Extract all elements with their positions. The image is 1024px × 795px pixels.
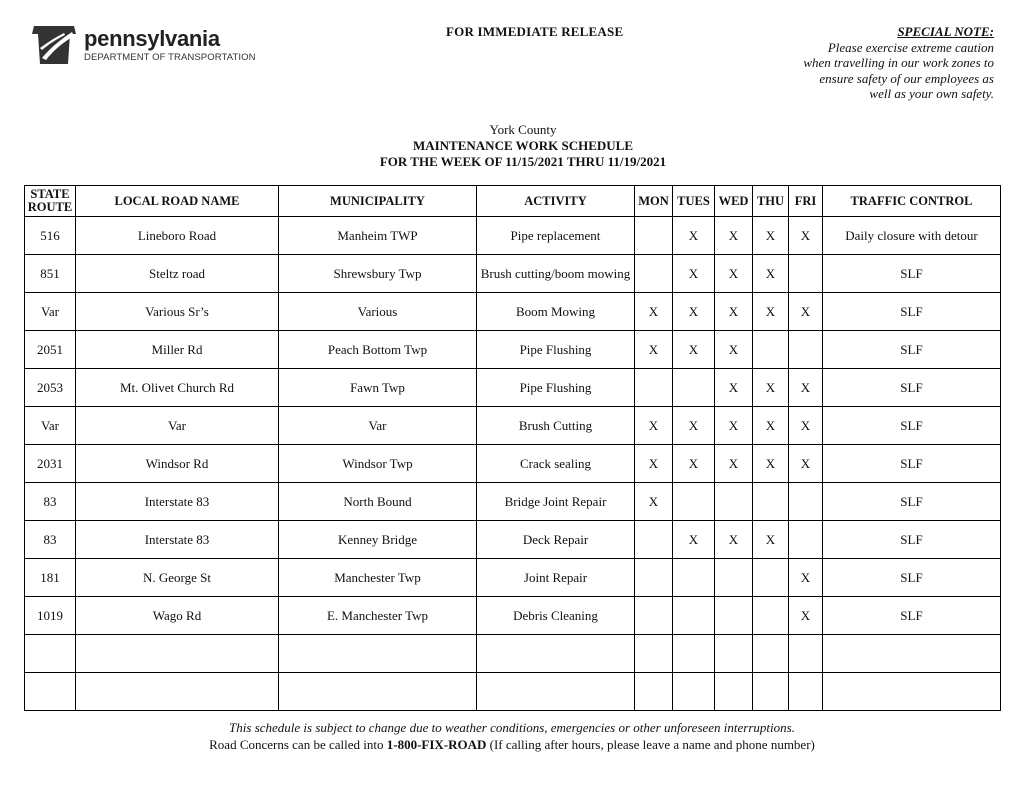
table-cell (76, 673, 279, 711)
table-cell (753, 331, 789, 369)
table-cell: Interstate 83 (76, 521, 279, 559)
table-cell: 2051 (25, 331, 76, 369)
table-cell: X (715, 445, 753, 483)
table-cell: SLF (823, 445, 1001, 483)
table-cell: X (715, 407, 753, 445)
table-cell: X (753, 217, 789, 255)
table-cell: X (635, 331, 673, 369)
table-cell: X (753, 255, 789, 293)
table-cell: Crack sealing (477, 445, 635, 483)
table-row (25, 445, 1001, 483)
week-range: FOR THE WEEK OF 11/15/2021 THRU 11/19/2021 (379, 154, 667, 169)
special-note-line: ensure safety of our employees as (819, 70, 994, 86)
table-cell (789, 331, 823, 369)
table-cell (279, 673, 477, 711)
table-cell: Steltz road (76, 255, 279, 293)
table-row (25, 597, 1001, 635)
table-row (25, 293, 1001, 331)
table-cell: SLF (823, 255, 1001, 293)
table-cell: N. George St (76, 559, 279, 597)
table-cell (715, 635, 753, 673)
table-cell: Wago Rd (76, 597, 279, 635)
table-cell (789, 635, 823, 673)
table-cell: 1019 (25, 597, 76, 635)
table-cell (635, 559, 673, 597)
table-cell (635, 217, 673, 255)
table-cell: Bridge Joint Repair (477, 483, 635, 521)
column-header: LOCAL ROAD NAME (76, 186, 279, 217)
table-cell: Windsor Rd (76, 445, 279, 483)
table-cell: X (635, 407, 673, 445)
table-cell (753, 673, 789, 711)
table-cell (477, 673, 635, 711)
table-cell: X (673, 445, 715, 483)
table-cell: Var (279, 407, 477, 445)
table-cell: Kenney Bridge (279, 521, 477, 559)
table-cell: 516 (25, 217, 76, 255)
table-cell (753, 559, 789, 597)
footer (0, 719, 1024, 753)
table-cell: Various (279, 293, 477, 331)
table-cell: Mt. Olivet Church Rd (76, 369, 279, 407)
table-cell: X (715, 293, 753, 331)
schedule-heading (0, 122, 1024, 170)
table-cell: Var (76, 407, 279, 445)
table-cell (635, 255, 673, 293)
table-cell: X (789, 445, 823, 483)
special-note-line: well as your own safety. (869, 86, 994, 101)
table-cell: SLF (823, 597, 1001, 635)
table-cell: SLF (823, 331, 1001, 369)
table-cell: Brush cutting/boom mowing (477, 255, 635, 293)
table-cell (25, 673, 76, 711)
table-cell: X (673, 331, 715, 369)
table-cell: X (715, 255, 753, 293)
table-cell (635, 597, 673, 635)
table-cell (477, 635, 635, 673)
table-cell: X (789, 217, 823, 255)
table-cell (753, 635, 789, 673)
table-row (25, 255, 1001, 293)
release-label: FOR IMMEDIATE RELEASE (446, 24, 624, 39)
table-row-empty (25, 635, 1001, 673)
table-cell: Var (25, 293, 76, 331)
road-concerns-suffix: (If calling after hours, please leave a name and phone number) (486, 737, 815, 752)
table-cell: Daily closure with detour (823, 217, 1001, 255)
table-cell: Var (25, 407, 76, 445)
table-cell (715, 483, 753, 521)
table-header-row (25, 186, 1001, 217)
table-cell (673, 673, 715, 711)
table-cell: X (673, 293, 715, 331)
table-cell (673, 635, 715, 673)
logo-department: DEPARTMENT OF TRANSPORTATION (84, 51, 256, 63)
table-cell: X (715, 521, 753, 559)
table-cell: E. Manchester Twp (279, 597, 477, 635)
column-header: FRI (789, 186, 823, 217)
table-cell (823, 635, 1001, 673)
penndot-logo (30, 24, 256, 66)
table-cell (673, 483, 715, 521)
table-cell (635, 673, 673, 711)
special-note-line: Please exercise extreme caution (827, 39, 994, 55)
table-cell: X (635, 445, 673, 483)
table-row (25, 521, 1001, 559)
table-cell: Fawn Twp (279, 369, 477, 407)
table-cell: X (789, 369, 823, 407)
table-cell: X (715, 217, 753, 255)
road-concerns-line (0, 736, 1024, 753)
schedule-title: MAINTENANCE WORK SCHEDULE (412, 138, 634, 153)
road-concerns-prefix: Road Concerns can be called into (209, 737, 387, 752)
table-cell: Pipe Flushing (477, 331, 635, 369)
table-cell: Lineboro Road (76, 217, 279, 255)
schedule-disclaimer: This schedule is subject to change due to weather conditions, emergencies or other unforeseen interruptions. (229, 720, 795, 735)
table-cell: 181 (25, 559, 76, 597)
table-cell (823, 673, 1001, 711)
table-cell: X (789, 407, 823, 445)
table-cell: Deck Repair (477, 521, 635, 559)
table-cell: X (673, 521, 715, 559)
column-header: MON (635, 186, 673, 217)
table-row (25, 331, 1001, 369)
table-row-empty (25, 673, 1001, 711)
table-cell (635, 369, 673, 407)
table-row (25, 483, 1001, 521)
logo-name: pennsylvania (84, 25, 220, 51)
table-cell (715, 559, 753, 597)
table-cell (25, 635, 76, 673)
table-row (25, 217, 1001, 255)
table-cell: Manchester Twp (279, 559, 477, 597)
table-cell (789, 521, 823, 559)
special-note-line: when travelling in our work zones to (803, 55, 994, 70)
keystone-logo-icon (30, 24, 78, 66)
table-cell: SLF (823, 521, 1001, 559)
table-cell (673, 559, 715, 597)
table-cell: Windsor Twp (279, 445, 477, 483)
table-cell (76, 635, 279, 673)
table-cell (789, 673, 823, 711)
table-cell: X (673, 407, 715, 445)
phone-number: 1-800-FIX-ROAD (386, 737, 487, 752)
column-header: THU (753, 186, 789, 217)
table-cell: Pipe Flushing (477, 369, 635, 407)
column-header: STATE ROUTE (25, 186, 76, 217)
table-cell: Pipe replacement (477, 217, 635, 255)
table-cell (715, 673, 753, 711)
special-note-title: SPECIAL NOTE: (897, 24, 994, 39)
table-cell (753, 483, 789, 521)
table-cell: Interstate 83 (76, 483, 279, 521)
table-cell: Brush Cutting (477, 407, 635, 445)
table-cell: 83 (25, 483, 76, 521)
table-cell: X (715, 369, 753, 407)
table-cell: Boom Mowing (477, 293, 635, 331)
table-cell (715, 597, 753, 635)
table-cell: X (789, 559, 823, 597)
table-cell: Manheim TWP (279, 217, 477, 255)
table-cell (279, 635, 477, 673)
table-cell (789, 255, 823, 293)
table-cell: Various Sr’s (76, 293, 279, 331)
table-cell: SLF (823, 293, 1001, 331)
table-cell: SLF (823, 369, 1001, 407)
table-cell: X (753, 445, 789, 483)
table-cell: North Bound (279, 483, 477, 521)
table-row (25, 369, 1001, 407)
table-cell (635, 635, 673, 673)
table-cell: X (635, 293, 673, 331)
special-note (803, 24, 994, 102)
table-cell (673, 369, 715, 407)
table-cell: X (753, 369, 789, 407)
work-schedule-table (24, 185, 1001, 711)
table-cell: X (789, 597, 823, 635)
table-cell: X (673, 255, 715, 293)
column-header: WED (715, 186, 753, 217)
county-name: York County (489, 122, 557, 137)
table-cell: X (753, 293, 789, 331)
table-cell: X (753, 407, 789, 445)
table-cell: 2053 (25, 369, 76, 407)
table-cell: Miller Rd (76, 331, 279, 369)
column-header: TUES (673, 186, 715, 217)
table-cell: SLF (823, 407, 1001, 445)
table-cell: X (789, 293, 823, 331)
table-cell: X (753, 521, 789, 559)
table-cell: 851 (25, 255, 76, 293)
column-header: TRAFFIC CONTROL (823, 186, 1001, 217)
table-cell: SLF (823, 559, 1001, 597)
column-header: ACTIVITY (477, 186, 635, 217)
table-cell: Shrewsbury Twp (279, 255, 477, 293)
table-row (25, 559, 1001, 597)
table-cell (789, 483, 823, 521)
table-cell: SLF (823, 483, 1001, 521)
table-cell: Debris Cleaning (477, 597, 635, 635)
table-cell: 83 (25, 521, 76, 559)
table-cell: X (715, 331, 753, 369)
column-header: MUNICIPALITY (279, 186, 477, 217)
table-cell: X (673, 217, 715, 255)
table-cell: Peach Bottom Twp (279, 331, 477, 369)
table-cell: X (635, 483, 673, 521)
table-cell (673, 597, 715, 635)
table-row (25, 407, 1001, 445)
table-cell (753, 597, 789, 635)
table-cell (635, 521, 673, 559)
table-cell: Joint Repair (477, 559, 635, 597)
table-cell: 2031 (25, 445, 76, 483)
